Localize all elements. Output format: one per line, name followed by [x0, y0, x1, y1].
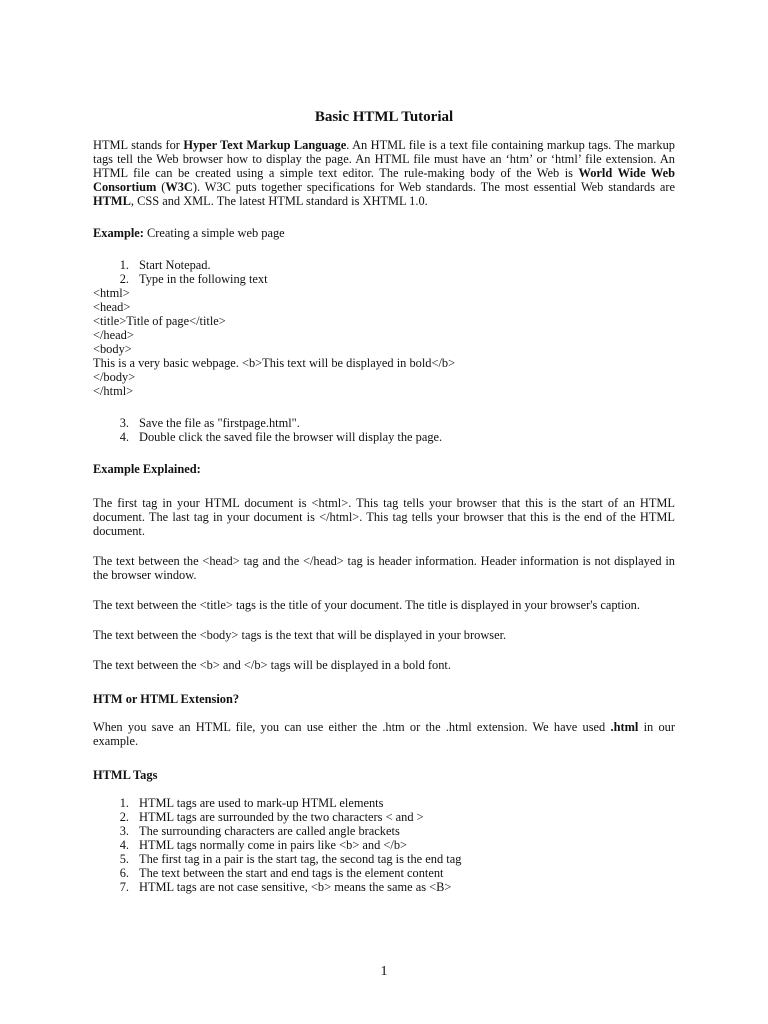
list-number: 1.	[119, 258, 129, 272]
list-number: 3.	[119, 416, 129, 430]
explained-paragraph: The text between the <title> tags is the title of your document. The title is displayed in your browser's caption.	[93, 598, 640, 612]
list-number: 2.	[119, 272, 129, 286]
list-number: 6.	[119, 866, 129, 880]
tags-list	[93, 796, 675, 894]
code-line: <head>	[93, 300, 131, 314]
explained-paragraph: The text between the <b> and </b> tags will be displayed in a bold font.	[93, 658, 451, 672]
extension-bold-term: .html	[610, 720, 639, 734]
example-text: Creating a simple web page	[143, 226, 285, 240]
list-text: HTML tags normally come in pairs like <b> and </b>	[139, 838, 408, 852]
code-line: <body>	[93, 342, 132, 356]
code-line: <title>Title of page</title>	[93, 314, 226, 328]
list-text: Save the file as "firstpage.html".	[139, 416, 300, 430]
list-number: 1.	[119, 796, 129, 810]
list-item	[93, 430, 675, 444]
list-text: HTML tags are not case sensitive, <b> means the same as <B>	[139, 880, 452, 894]
section-heading-extension: HTM or HTML Extension?	[93, 692, 240, 706]
steps-list-a	[93, 258, 675, 286]
extension-paragraph	[93, 720, 675, 748]
code-line: This is a very basic webpage. <b>This text will be displayed in bold</b>	[93, 356, 456, 370]
list-text: The surrounding characters are called angle brackets	[139, 824, 400, 838]
page-number: 1	[380, 964, 388, 979]
intro-bold-term: World Wide Web Consortium	[93, 166, 675, 194]
list-item	[93, 416, 675, 430]
list-text: The first tag in a pair is the start tag, the second tag is the end tag	[139, 852, 462, 866]
explained-paragraph: The first tag in your HTML document is <html>. This tag tells your browser that this is the start of an HTML document. The last tag in your document is </html>. This tag tells your browser that this is the end of the HTML document.	[93, 496, 675, 538]
intro-text: , CSS and XML. The latest HTML standard is XHTML 1.0.	[130, 194, 428, 208]
list-item	[93, 272, 675, 286]
intro-paragraph	[93, 138, 675, 208]
intro-bold-term: Hyper Text Markup Language	[183, 138, 347, 152]
code-sample	[93, 286, 675, 398]
list-item	[93, 852, 675, 866]
explained-paragraph: The text between the <head> tag and the </head> tag is header information. Header information is not displayed in the browser window.	[93, 554, 675, 582]
list-text: The text between the start and end tags is the element content	[139, 866, 444, 880]
list-text: Start Notepad.	[139, 258, 211, 272]
list-number: 7.	[119, 880, 129, 894]
list-number: 4.	[119, 838, 129, 852]
steps-list-b	[93, 416, 675, 444]
list-text: HTML tags are surrounded by the two characters < and >	[139, 810, 424, 824]
list-number: 3.	[119, 824, 129, 838]
intro-text: HTML stands for	[93, 138, 184, 152]
section-heading-explained: Example Explained:	[93, 462, 201, 476]
list-item	[93, 258, 675, 272]
code-line: </body>	[93, 370, 136, 384]
list-number: 4.	[119, 430, 129, 444]
list-text: Double click the saved file the browser will display the page.	[139, 430, 443, 444]
list-item	[93, 824, 675, 838]
code-line: </head>	[93, 328, 134, 342]
list-text: HTML tags are used to mark-up HTML elements	[139, 796, 384, 810]
intro-text: ). W3C puts together specifications for Web standards. The most essential Web standards are	[192, 180, 675, 194]
intro-text: . An HTML file is a text file containing markup tags. The markup tags tell the Web browser how to display the page. An HTML file must have an ‘htm’ or ‘html’ file extension. An HTML file can be created using a simple text editor. The rule-making body of the Web is	[93, 138, 675, 180]
list-item	[93, 796, 675, 810]
intro-bold-term: W3C	[165, 180, 193, 194]
list-item	[93, 838, 675, 852]
list-item	[93, 810, 675, 824]
extension-text: in our example.	[93, 720, 675, 748]
intro-text: (	[156, 180, 166, 194]
example-label: Example:	[93, 226, 144, 240]
section-heading-tags: HTML Tags	[93, 768, 158, 782]
list-number: 2.	[119, 810, 129, 824]
list-item	[93, 866, 675, 880]
list-text: Type in the following text	[139, 272, 268, 286]
list-number: 5.	[119, 852, 129, 866]
intro-bold-term: HTML	[93, 194, 131, 208]
list-item	[93, 880, 675, 894]
page-content	[93, 108, 675, 894]
example-line	[93, 226, 675, 240]
document-title: Basic HTML Tutorial	[314, 109, 454, 125]
code-line: </html>	[93, 384, 134, 398]
explained-paragraph: The text between the <body> tags is the text that will be displayed in your browser.	[93, 628, 507, 642]
code-line: <html>	[93, 286, 130, 300]
extension-text: When you save an HTML file, you can use either the .htm or the .html extension. We have used	[93, 720, 611, 734]
